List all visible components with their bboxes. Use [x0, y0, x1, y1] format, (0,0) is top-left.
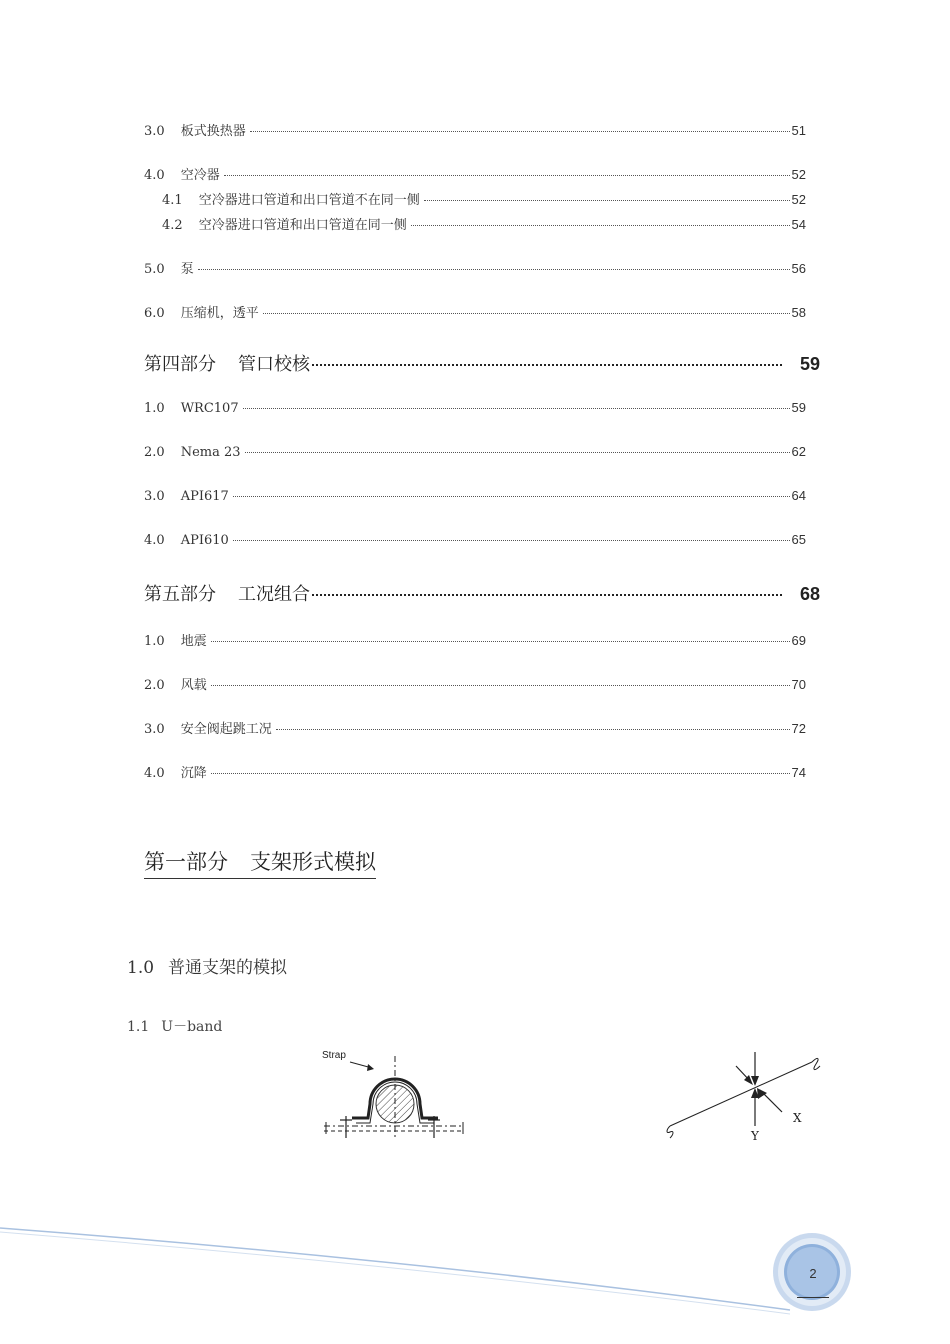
- toc-leader: [276, 729, 790, 730]
- toc-entry[interactable]: [144, 488, 806, 504]
- toc-number: 5.0: [144, 262, 165, 277]
- toc-leader: [243, 408, 790, 409]
- toc-leader: [424, 200, 790, 201]
- toc-leader: [250, 131, 790, 132]
- toc-entry[interactable]: [144, 444, 806, 460]
- toc-number: 4.0: [144, 766, 165, 781]
- toc-leader: [312, 594, 782, 596]
- toc-part-page: 68: [799, 584, 820, 604]
- toc-leader: [233, 496, 790, 497]
- toc-title: 板式换热器: [180, 124, 246, 139]
- toc-entry[interactable]: [144, 674, 806, 693]
- toc-title: 风载: [180, 678, 207, 693]
- toc-title: 压缩机，透平: [180, 306, 259, 321]
- toc-part-label: 第四部分: [144, 354, 216, 375]
- subsection-title: U－band: [161, 1019, 223, 1035]
- toc-leader: [312, 364, 782, 366]
- toc-part-label: 第五部分: [144, 584, 216, 605]
- toc-title: API610: [180, 533, 229, 548]
- section-heading: [127, 953, 287, 978]
- toc-number: 1.0: [144, 401, 165, 416]
- toc-title: 安全阀起跳工况: [180, 722, 272, 737]
- toc-entry[interactable]: [144, 400, 806, 416]
- toc-leader: [411, 225, 790, 226]
- x-axis-label: X: [793, 1111, 802, 1125]
- toc-title: 沉降: [180, 766, 207, 781]
- toc-part-title: 管口校核: [238, 354, 310, 375]
- toc-title: 空冷器进口管道和出口管道不在同一侧: [198, 193, 420, 208]
- toc-title: 泵: [180, 262, 194, 277]
- toc-part-entry[interactable]: [144, 580, 820, 606]
- page-number: 2: [809, 1266, 817, 1281]
- toc-page: 62: [791, 444, 806, 459]
- restraint-axis-figure: [660, 1046, 828, 1144]
- toc-entry[interactable]: [144, 120, 806, 139]
- subsection-heading: [127, 1016, 222, 1036]
- toc-page: 72: [791, 721, 806, 736]
- toc-leader: [211, 773, 790, 774]
- toc-title: WRC107: [180, 401, 239, 416]
- page-number-underline: [797, 1297, 829, 1298]
- toc-title: API617: [180, 489, 229, 504]
- toc-entry[interactable]: [144, 258, 806, 277]
- toc-entry[interactable]: [144, 718, 806, 737]
- toc-entry[interactable]: [144, 532, 806, 548]
- toc-leader: [211, 641, 790, 642]
- toc-number: 1.0: [144, 634, 165, 649]
- toc-leader: [224, 175, 790, 176]
- part-heading-title: 支架形式模拟: [250, 850, 376, 874]
- toc-page: 65: [791, 532, 806, 547]
- toc-number: 4.2: [162, 218, 183, 233]
- toc-page: 69: [791, 633, 806, 648]
- toc-entry[interactable]: [144, 762, 806, 781]
- toc-part-page: 59: [799, 354, 820, 374]
- toc-leader: [245, 452, 790, 453]
- toc-page: 54: [791, 217, 806, 232]
- toc-title: 空冷器进口管道和出口管道在同一侧: [198, 218, 407, 233]
- toc-number: 3.0: [144, 124, 165, 139]
- u-band-strap-figure: [318, 1044, 470, 1140]
- toc-leader: [233, 540, 790, 541]
- toc-leader: [263, 313, 790, 314]
- toc-number: 3.0: [144, 722, 165, 737]
- toc-part-title: 工况组合: [238, 584, 310, 605]
- section-title: 普通支架的模拟: [168, 958, 288, 978]
- toc-number: 4.1: [162, 193, 183, 208]
- toc-page: 59: [791, 400, 806, 415]
- toc-number: 2.0: [144, 445, 165, 460]
- toc-page: 70: [791, 677, 806, 692]
- toc-entry[interactable]: [144, 164, 806, 183]
- section-number: 1.0: [127, 958, 155, 978]
- toc-page: 51: [791, 123, 806, 138]
- toc-title: 空冷器: [180, 168, 220, 183]
- toc-page: 64: [791, 488, 806, 503]
- toc-title: Nema 23: [180, 445, 241, 460]
- toc-page: 56: [791, 261, 806, 276]
- toc-entry[interactable]: [162, 189, 806, 208]
- strap-label: Strap: [322, 1050, 346, 1061]
- toc-entry[interactable]: [144, 302, 806, 321]
- toc-number: 4.0: [144, 533, 165, 548]
- toc-part-entry[interactable]: [144, 350, 820, 376]
- toc-number: 4.0: [144, 168, 165, 183]
- toc-page: 52: [791, 167, 806, 182]
- toc-leader: [211, 685, 790, 686]
- toc-entry[interactable]: [162, 214, 806, 233]
- part-heading: [144, 846, 376, 879]
- toc-number: 3.0: [144, 489, 165, 504]
- toc-number: 2.0: [144, 678, 165, 693]
- toc-entry[interactable]: [144, 630, 806, 649]
- toc-title: 地震: [180, 634, 207, 649]
- toc-page: 74: [791, 765, 806, 780]
- toc-leader: [198, 269, 790, 270]
- toc-page: 58: [791, 305, 806, 320]
- y-axis-label: Y: [751, 1129, 759, 1143]
- toc-number: 6.0: [144, 306, 165, 321]
- part-heading-label: 第一部分: [144, 850, 228, 874]
- subsection-number: 1.1: [127, 1019, 150, 1035]
- toc-page: 52: [791, 192, 806, 207]
